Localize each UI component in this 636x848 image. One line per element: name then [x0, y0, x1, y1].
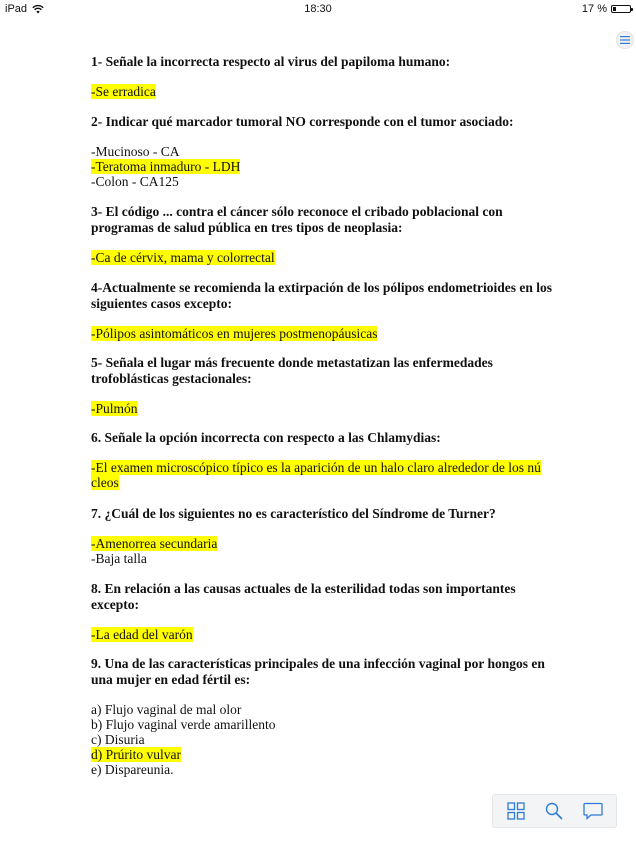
- search-icon: [545, 802, 563, 820]
- answer-list: [91, 627, 561, 642]
- question-block: [91, 204, 561, 265]
- question-block: [91, 355, 561, 416]
- answer-line: [91, 144, 561, 159]
- question-title: 8. En relación a las causas actuales de la esterilidad todas son importantes excepto:: [91, 581, 516, 612]
- status-bar: [0, 0, 636, 18]
- question-block: [91, 54, 561, 99]
- bottom-toolbar: [492, 794, 617, 828]
- answer-list: [91, 326, 561, 341]
- highlighted-answer: -Amenorrea secundaria: [91, 536, 218, 551]
- list-icon: [620, 36, 630, 44]
- answer-list: [91, 401, 561, 416]
- highlighted-answer: -Pulmón: [91, 401, 138, 416]
- answer-line: [91, 159, 561, 174]
- answer-line: [91, 536, 561, 551]
- question-title: 2- Indicar qué marcador tumoral NO corresponde con el tumor asociado:: [91, 114, 514, 129]
- highlighted-answer: -Teratoma inmaduro - LDH: [91, 159, 241, 174]
- question-block: [91, 656, 561, 777]
- answer-text: -Colon - CA125: [91, 174, 179, 189]
- highlighted-answer: -Pólipos asintomáticos en mujeres postmenopáusicas: [91, 326, 378, 341]
- question-block: [91, 430, 561, 490]
- answer-line: [91, 762, 561, 777]
- question-title: 5- Señala el lugar más frecuente donde metastatizan las enfermedades trofoblásticas gestacionales:: [91, 355, 493, 386]
- highlighted-answer: d) Prúrito vulvar: [91, 747, 181, 762]
- answer-list: [91, 144, 561, 189]
- answer-list: [91, 702, 561, 777]
- battery-fill: [613, 7, 616, 11]
- question-block: [91, 280, 561, 341]
- answer-line: [91, 717, 561, 732]
- search-button[interactable]: [542, 799, 566, 823]
- answer-text: -Baja talla: [91, 551, 147, 566]
- question-title: 9. Una de las características principales de una infección vaginal por hongos en una mujer en edad fértil es:: [91, 656, 545, 687]
- answer-line: [91, 551, 561, 566]
- answer-line: [91, 174, 561, 189]
- battery-icon: [611, 5, 631, 13]
- answer-text: b) Flujo vaginal verde amarillento: [91, 717, 276, 732]
- answer-line: [91, 702, 561, 717]
- question-title: 1- Señale la incorrecta respecto al virus del papiloma humano:: [91, 54, 451, 69]
- answer-text: c) Disuria: [91, 732, 145, 747]
- battery-percent: 17 %: [581, 3, 607, 15]
- list-button[interactable]: [616, 31, 634, 49]
- device-name: iPad: [5, 3, 28, 15]
- question-block: [91, 506, 561, 566]
- status-right: [582, 3, 631, 15]
- highlighted-answer: -La edad del varón: [91, 627, 193, 642]
- highlighted-answer: -El examen microscópico típico es la aparición de un halo claro alrededor de los nú cleos: [91, 460, 541, 490]
- question-title: 4-Actualmente se recomienda la extirpación de los pólipos endometrioides en los siguientes casos excepto:: [91, 280, 552, 311]
- status-time: 18:30: [304, 3, 332, 15]
- question-title: 7. ¿Cuál de los siguientes no es característico del Síndrome de Turner?: [91, 506, 496, 521]
- answer-text: a) Flujo vaginal de mal olor: [91, 702, 242, 717]
- answer-line: [91, 747, 561, 762]
- answer-text: e) Dispareunia.: [91, 762, 174, 777]
- highlighted-answer: -Ca de cérvix, mama y colorrectal: [91, 250, 275, 265]
- answer-list: [91, 84, 561, 99]
- question-title: 3- El código ... contra el cáncer sólo reconoce el cribado poblacional con programas de salud pública en tres tipos de neoplasia:: [91, 204, 503, 235]
- answer-line: [91, 401, 561, 416]
- answer-line: [91, 250, 561, 265]
- answer-text: -Mucinoso - CA: [91, 144, 180, 159]
- answer-line: [91, 326, 561, 341]
- comment-button[interactable]: [581, 799, 605, 823]
- grid-icon: [507, 802, 525, 820]
- answer-line: [91, 460, 561, 490]
- answer-line: [91, 732, 561, 747]
- answer-list: [91, 460, 561, 490]
- answer-list: [91, 250, 561, 265]
- question-block: [91, 114, 561, 189]
- question-block: [91, 581, 561, 642]
- answer-line: [91, 84, 561, 99]
- answer-list: [91, 536, 561, 566]
- comment-icon: [583, 802, 603, 820]
- highlighted-answer: -Se erradica: [91, 84, 156, 99]
- thumbnails-button[interactable]: [504, 799, 528, 823]
- question-title: 6. Señale la opción incorrecta con respecto a las Chlamydias:: [91, 430, 441, 445]
- answer-line: [91, 627, 561, 642]
